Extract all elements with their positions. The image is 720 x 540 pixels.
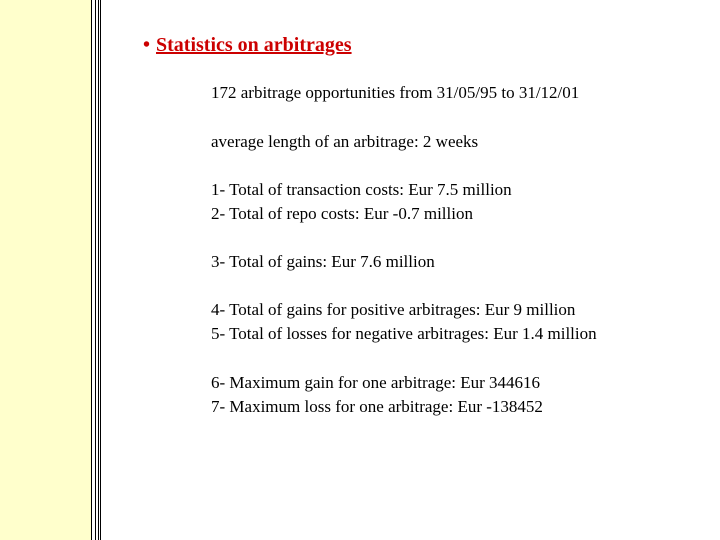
stat-line-maximum-gain: 6- Maximum gain for one arbitrage: Eur 344616	[211, 373, 541, 392]
side-band	[0, 0, 91, 540]
slide-heading	[143, 32, 352, 58]
stat-line-repo-costs: 2- Total of repo costs: Eur -0.7 million	[211, 204, 473, 223]
stat-line-total-gains: 3- Total of gains: Eur 7.6 million	[211, 252, 435, 271]
stat-line-transaction-costs: 1- Total of transaction costs: Eur 7.5 million	[211, 180, 512, 199]
stat-line-average-length: average length of an arbitrage: 2 weeks	[211, 132, 479, 151]
bullet-icon: •	[143, 34, 151, 56]
heading-text: Statistics on arbitrages	[156, 34, 352, 56]
vertical-rule	[91, 0, 92, 540]
vertical-rule	[98, 0, 99, 540]
vertical-rule	[100, 0, 101, 540]
stat-line-maximum-loss: 7- Maximum loss for one arbitrage: Eur -138452	[211, 397, 543, 416]
stat-line-positive-gains: 4- Total of gains for positive arbitrages: Eur 9 million	[211, 300, 576, 319]
vertical-rule	[95, 0, 96, 540]
stat-line-opportunities: 172 arbitrage opportunities from 31/05/95 to 31/12/01	[211, 83, 580, 102]
stat-line-negative-losses: 5- Total of losses for negative arbitrages: Eur 1.4 million	[211, 324, 597, 343]
